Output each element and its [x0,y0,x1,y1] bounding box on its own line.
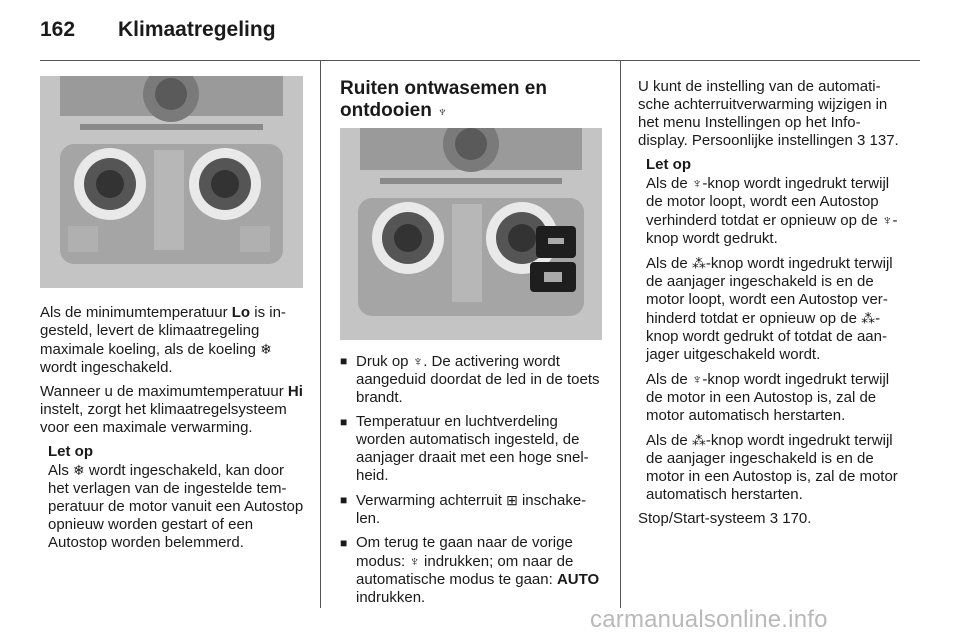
defrost-icon: ♆ [437,103,448,119]
instruction-list [340,352,604,607]
note-heading: Let op [48,443,93,460]
rear-window-heating-icon: ⊞ [506,492,518,508]
paragraph-min-temp: Als de minimumtemperatuur Lo is ingesteld, levert de klimaatregeling maximale koeling, als de koeling ❄ wordt ingeschakeld. [40,304,286,376]
column-divider-2 [620,60,621,608]
watermark: carmanualsonline.info [590,606,828,633]
defrost-icon: ♆ [882,212,893,228]
paragraph-max-temp: Wanneer u de maximumtemperatuur Hi instelt, zorgt het klimaatregelsysteem voor een maximale verwarming. [40,383,303,436]
paragraph-settings: U kunt de instelling van de automatische achterruitverwarming wijzigen in het menu Instellingen op het Info-display. Persoonlijke instellingen 3 137. [638,78,899,149]
column-3 [638,78,902,534]
list-item: ■ Temperatuur en luchtverdeling worden automatisch ingesteld, de aanjager draait met een hoge snelheid. [340,413,604,485]
page-reference: 3 170. [769,510,812,527]
section-title: Ruiten ontwasemen en ontdooien ♆ [340,78,547,121]
column-divider-1 [320,60,321,608]
note-block-1: Let op Als ❄ wordt ingeschakeld, kan door het verlagen van de ingestelde temperatuur de motor vanuit een Autostop opnieuw worden gestart of een Autostop worden belemmerd. [48,443,304,551]
defrost-icon: ♆ [409,553,420,569]
page-number: 162 [40,18,76,41]
page-title: Klimaatregeling [118,18,276,41]
paragraph-stop-start: Stop/Start-systeem 3 170. [638,510,812,527]
climate-panel-photo-2 [340,128,602,340]
auto-label: AUTO [556,571,600,588]
column-1 [40,304,304,552]
defrost-icon: ♆ [691,175,703,191]
fan-icon: ⁂ [691,432,706,448]
page-header [40,18,276,42]
note-heading: Let op [646,156,691,173]
list-item: ■ Druk op ♆. De activering wordt aangeduid doordat de led in de toets brandt. [340,352,604,407]
hi-label: Hi [287,383,303,400]
header-rule [40,60,920,61]
column-2-list [340,352,604,613]
page-reference: 3 137. [857,132,899,149]
defrost-icon: ♆ [412,353,424,369]
snowflake-icon: ❄ [73,462,85,478]
note-block-2: Let op Als de ♆-knop wordt ingedrukt terwijl de motor loopt, wordt een Autostop verhinderd totdat er opnieuw op de ♆-knop wordt gedrukt. Als de ⁂-knop wordt ingedrukt terwijl de aanjager ingeschakeld is en de motor loopt, wordt een Autostop verhinderd totdat er opnieuw op de ⁂-knop wordt gedrukt of totdat de aanjager uitgeschakeld wordt. Als de ♆-knop wordt ingedrukt terwijl de motor in een Autostop is, zal de motor automatisch herstarten. Als de ⁂-knop wordt ingedrukt terwijl de aanjager ingeschakeld is en de motor in een Autostop is, zal de motor automatisch herstarten. [638,156,902,504]
lo-label: Lo [231,304,251,321]
list-item: ■ Om terug te gaan naar de vorige modus: ♆ indrukken; om naar de automatische modus te gaan: AUTO indrukken. [340,534,604,607]
climate-panel-photo-1 [40,76,303,288]
snowflake-icon: ❄ [260,341,272,357]
defrost-icon: ♆ [691,371,703,387]
fan-icon: ⁂ [861,310,876,326]
list-item: ■ Verwarming achterruit ⊞ inschakelen. [340,491,604,528]
fan-icon: ⁂ [691,255,706,271]
